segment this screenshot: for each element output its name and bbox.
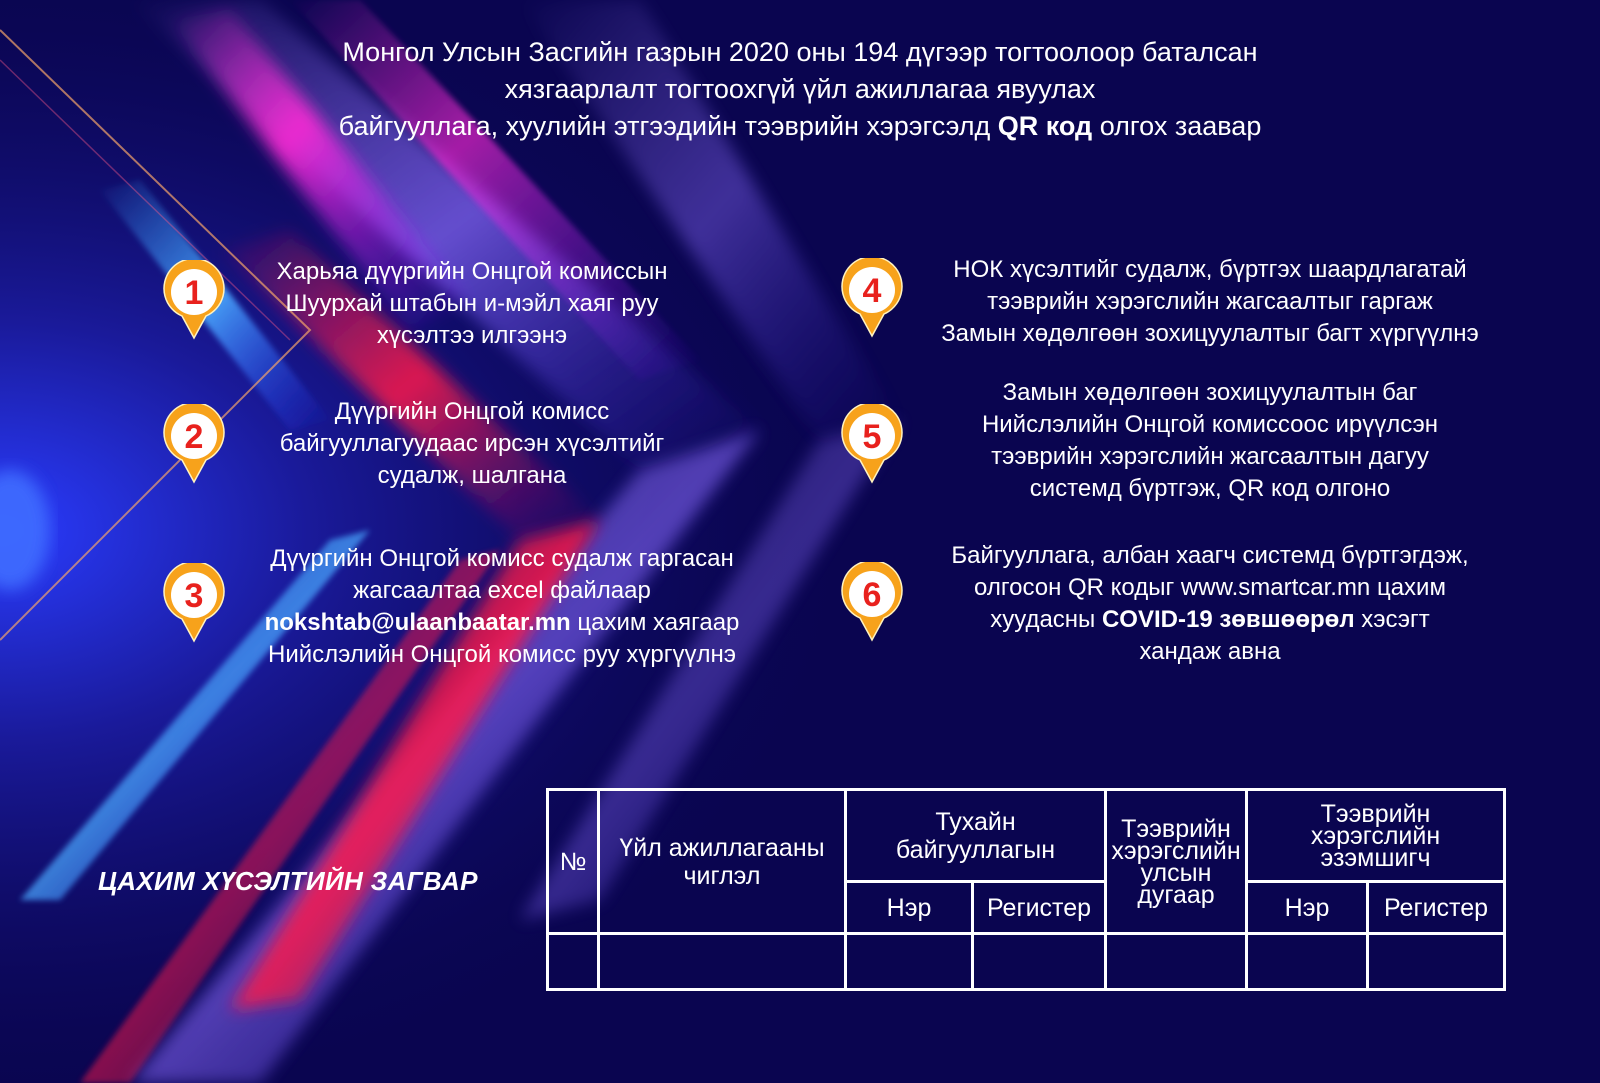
step-1-text [232, 256, 712, 352]
col-owner-header [1247, 790, 1505, 882]
step-3-email: nokshtab@ulaanbaatar.mn [264, 609, 571, 636]
cell-owner-name [1247, 934, 1368, 990]
step-5-number: 5 [862, 418, 882, 456]
col-activity-line-1: Үйл ажиллагааны [619, 833, 825, 862]
step-2-line-1: Дүүргийн Онцгой комисс [334, 398, 610, 425]
title-line-3-pre: байгууллага, хуулийн этгээдийн тээврийн хэрэгсэлд [338, 111, 998, 141]
step-1-line-3: хүсэлтээ илгээнэ [376, 322, 568, 349]
col-owner-line-3: эзэмшигч [1320, 843, 1431, 872]
step-3-line-3-post: цахим хаягаар [570, 609, 740, 636]
col-activity-line-2: чиглэл [683, 861, 761, 890]
step-4-number: 4 [862, 272, 882, 310]
title-line-2: хязгаарлалт тогтоохгүй үйл ажиллагаа явуулах [504, 74, 1096, 104]
step-3-line-2: жагсаалтаа excel файлаар [353, 577, 651, 604]
col-vehicle-line-3: улсын [1140, 858, 1212, 887]
col-owner-line-2: хэрэгслийн [1310, 821, 1441, 850]
col-org-line-1: Тухайн [935, 807, 1016, 836]
col-number-header: № [548, 790, 599, 934]
step-5-text [900, 377, 1520, 505]
step-6-line-2: олгосон QR кодыг www.smartcar.mn цахим [974, 574, 1446, 601]
step-3-line-1: Дүүргийн Онцгой комисс судалж гаргасан [270, 545, 734, 572]
table-row [548, 934, 1505, 990]
cell-owner-register [1368, 934, 1505, 990]
cell-activity [599, 934, 846, 990]
step-6-line-1: Байгууллага, албан хаагч системд бүртгэгдэж, [951, 542, 1469, 569]
col-owner-register-header: Регистер [1368, 882, 1505, 934]
step-5-pin-icon [838, 404, 906, 484]
step-3-pin-icon [160, 563, 228, 643]
step-5-line-4: системд бүртгэж, QR код олгоно [1029, 475, 1391, 502]
request-form-table [546, 788, 1506, 991]
step-5-line-3: тээврийн хэрэгслийн жагсаалтын дагуу [991, 443, 1429, 470]
step-6-number: 6 [862, 576, 882, 614]
col-vehicle-number-header [1106, 790, 1247, 934]
step-6-line-3-bold: COVID-19 зөвшөөрөл [1101, 606, 1355, 633]
cell-org-register [973, 934, 1106, 990]
step-4-line-2: тээврийн хэрэгслийн жагсаалтыг гаргаж [987, 288, 1433, 315]
step-2-number: 2 [184, 418, 204, 456]
col-vehicle-line-1: Тээврийн [1121, 814, 1231, 843]
cell-number [548, 934, 599, 990]
col-vehicle-line-2: хэрэгслийн [1111, 836, 1241, 865]
step-6-line-3 [900, 604, 1520, 636]
step-3-line-4: Нийслэлийн Онцгой комисс руу хүргүүлнэ [268, 641, 736, 668]
step-2-line-3: судалж, шалгана [377, 462, 567, 489]
step-5-line-1: Замын хөдөлгөөн зохицуулалтын баг [1002, 379, 1418, 406]
step-1-pin-icon [160, 260, 228, 340]
step-4-line-1: НОК хүсэлтийг судалж, бүртгэх шаардлагатай [953, 256, 1467, 283]
step-2-text [232, 396, 712, 492]
step-3-number: 3 [184, 577, 204, 615]
title-line-3-bold: QR код [997, 111, 1093, 141]
title-line-3-post: олгох заавар [1092, 111, 1262, 141]
col-owner-name-header: Нэр [1247, 882, 1368, 934]
step-1-line-2: Шуурхай штабын и-мэйл хаяг руу [285, 290, 659, 317]
title-line-1: Монгол Улсын Засгийн газрын 2020 оны 194 дүгээр тогтоолоор баталсан [342, 37, 1258, 67]
step-6-line-3-post: хэсэгт [1354, 606, 1430, 633]
step-5-line-2: Нийслэлийн Онцгой комиссоос ирүүлсэн [981, 411, 1439, 438]
col-vehicle-line-4: дугаар [1137, 880, 1215, 909]
col-org-line-2: байгууллагын [895, 835, 1056, 864]
title-line-3 [200, 108, 1400, 145]
step-4-text [900, 254, 1520, 350]
step-6-line-4: хандаж авна [1139, 638, 1281, 665]
step-1-number: 1 [184, 274, 204, 312]
form-template-label: ЦАХИМ ХҮСЭЛТИЙН ЗАГВАР [98, 866, 478, 896]
step-3-line-3 [222, 607, 782, 639]
cell-vehicle-number [1106, 934, 1247, 990]
step-6-pin-icon [838, 562, 906, 642]
step-2-line-2: байгууллагуудаас ирсэн хүсэлтийг [279, 430, 665, 457]
col-org-register-header: Регистер [973, 882, 1106, 934]
col-organization-header [846, 790, 1106, 882]
cell-org-name [846, 934, 973, 990]
col-org-name-header: Нэр [846, 882, 973, 934]
step-6-text [900, 540, 1520, 668]
page-title [200, 34, 1400, 145]
step-1-line-1: Харьяа дүүргийн Онцгой комиссын [276, 258, 668, 285]
step-4-line-3: Замын хөдөлгөөн зохицуулалтыг багт хүргүүлнэ [941, 320, 1479, 347]
col-owner-line-1: Тээврийн [1320, 799, 1431, 828]
step-2-pin-icon [160, 404, 228, 484]
step-4-pin-icon [838, 258, 906, 338]
col-activity-header [599, 790, 846, 934]
step-6-line-3-pre: хуудасны [990, 606, 1102, 633]
step-3-text [222, 543, 782, 671]
